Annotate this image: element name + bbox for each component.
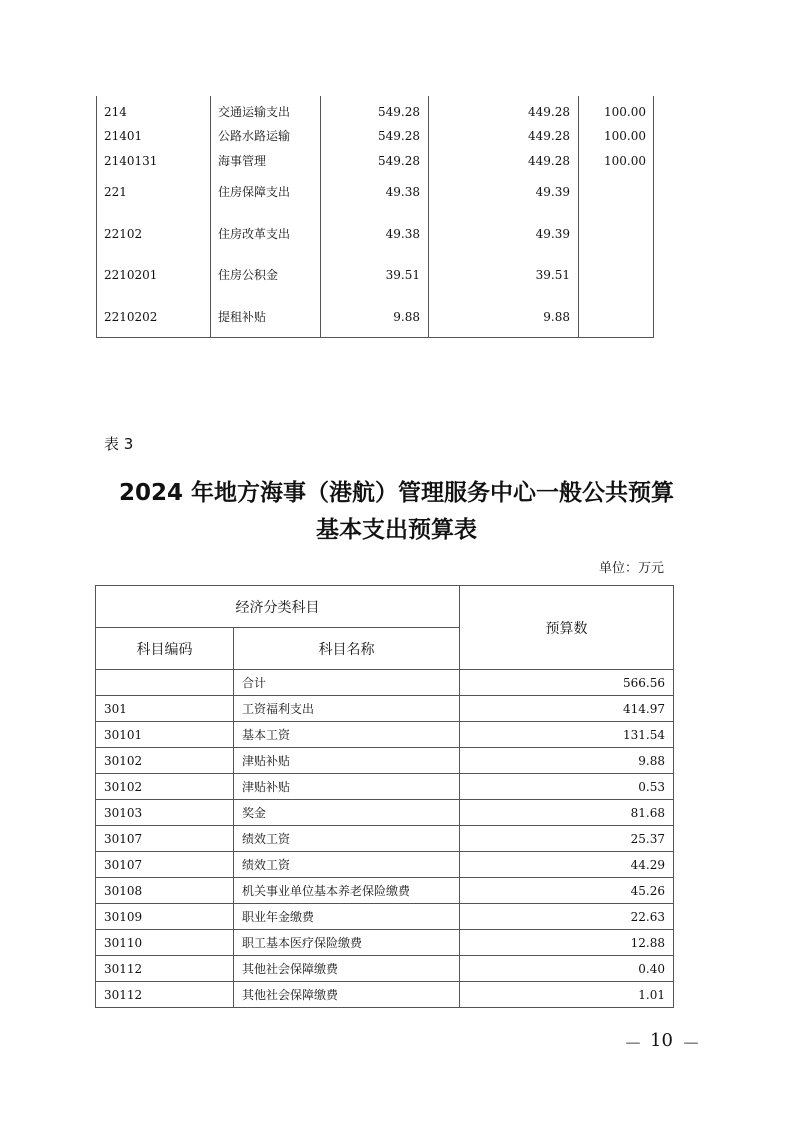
subject-name: 津贴补贴 xyxy=(234,774,460,800)
subject-name: 合计 xyxy=(234,670,460,696)
subject-name: 住房保障支出 xyxy=(218,185,291,199)
budget-amount: 0.53 xyxy=(460,774,674,800)
table-header-row xyxy=(96,586,674,628)
table-row xyxy=(96,150,654,172)
table-row xyxy=(96,800,674,826)
header-subject-name: 科目名称 xyxy=(234,628,460,670)
table-row xyxy=(96,748,674,774)
subject-name: 绩效工资 xyxy=(234,826,460,852)
table-row xyxy=(96,670,674,696)
subject-code: 30107 xyxy=(96,826,234,852)
subject-code: 2210202 xyxy=(104,310,158,324)
subject-code: 2210201 xyxy=(104,268,158,282)
header-subject-code: 科目编码 xyxy=(96,628,234,670)
table-row xyxy=(96,101,654,123)
value-total: 49.38 xyxy=(385,227,420,241)
table-row xyxy=(96,774,674,800)
budget-amount: 9.88 xyxy=(460,748,674,774)
value-basic: 449.28 xyxy=(528,129,570,143)
value-basic: 39.51 xyxy=(535,268,570,282)
table-label: 表 3 xyxy=(104,435,134,453)
subject-code: 2140131 xyxy=(104,154,158,168)
subject-name: 工资福利支出 xyxy=(234,696,460,722)
subject-name: 海事管理 xyxy=(218,154,267,168)
header-budget-amount: 预算数 xyxy=(460,586,674,670)
subject-name: 绩效工资 xyxy=(234,852,460,878)
subject-code: 30109 xyxy=(96,904,234,930)
subject-code xyxy=(96,670,234,696)
budget-amount: 0.40 xyxy=(460,956,674,982)
page-title: 2024 年地方海事（港航）管理服务中心一般公共预算 xyxy=(118,480,675,506)
budget-amount: 44.29 xyxy=(460,852,674,878)
subject-code: 30101 xyxy=(96,722,234,748)
table-row xyxy=(96,930,674,956)
value-basic: 449.28 xyxy=(528,105,570,119)
value-total: 39.51 xyxy=(385,268,420,282)
budget-amount: 25.37 xyxy=(460,826,674,852)
value-total: 549.28 xyxy=(378,129,420,143)
table-row xyxy=(96,125,654,147)
page-dash-right: － xyxy=(682,1034,700,1055)
table-row xyxy=(96,852,674,878)
subject-name: 奖金 xyxy=(234,800,460,826)
subject-code: 214 xyxy=(104,105,127,119)
value-total: 9.88 xyxy=(393,310,420,324)
subject-code: 30103 xyxy=(96,800,234,826)
subject-name: 职工基本医疗保险缴费 xyxy=(234,930,460,956)
header-economic-category: 经济分类科目 xyxy=(96,586,460,628)
subject-code: 30112 xyxy=(96,956,234,982)
table-row xyxy=(96,722,674,748)
table-bottom-border xyxy=(96,337,654,338)
value-project: 100.00 xyxy=(604,154,646,168)
table-row xyxy=(96,904,674,930)
subject-code: 30102 xyxy=(96,748,234,774)
value-basic: 49.39 xyxy=(535,185,570,199)
value-total: 549.28 xyxy=(378,154,420,168)
page-subtitle: 基本支出预算表 xyxy=(316,517,477,543)
subject-name: 公路水路运输 xyxy=(218,129,291,143)
table-row xyxy=(96,223,654,245)
budget-amount: 566.56 xyxy=(460,670,674,696)
budget-amount: 414.97 xyxy=(460,696,674,722)
subject-code: 30110 xyxy=(96,930,234,956)
value-total: 49.38 xyxy=(385,185,420,199)
subject-name: 其他社会保障缴费 xyxy=(234,982,460,1008)
table-row xyxy=(96,982,674,1008)
subject-code: 30107 xyxy=(96,852,234,878)
budget-amount: 12.88 xyxy=(460,930,674,956)
subject-code: 21401 xyxy=(104,129,143,143)
value-basic: 49.39 xyxy=(535,227,570,241)
subject-name: 职业年金缴费 xyxy=(234,904,460,930)
subject-name: 基本工资 xyxy=(234,722,460,748)
subject-code: 30112 xyxy=(96,982,234,1008)
subject-name: 津贴补贴 xyxy=(234,748,460,774)
table-row xyxy=(96,956,674,982)
subject-name: 住房改革支出 xyxy=(218,227,291,241)
table-row xyxy=(96,181,654,203)
subject-name: 住房公积金 xyxy=(218,268,279,282)
subject-code: 30108 xyxy=(96,878,234,904)
subject-code: 301 xyxy=(96,696,234,722)
subject-code: 22102 xyxy=(104,227,143,241)
subject-code: 30102 xyxy=(96,774,234,800)
budget-amount: 131.54 xyxy=(460,722,674,748)
value-basic: 449.28 xyxy=(528,154,570,168)
budget-amount: 1.01 xyxy=(460,982,674,1008)
budget-amount: 81.68 xyxy=(460,800,674,826)
subject-code: 221 xyxy=(104,185,127,199)
unit-label: 单位：万元 xyxy=(598,561,664,576)
value-total: 549.28 xyxy=(378,105,420,119)
subject-name: 机关事业单位基本养老保险缴费 xyxy=(234,878,460,904)
table-row xyxy=(96,306,654,328)
budget-amount: 22.63 xyxy=(460,904,674,930)
table-row xyxy=(96,264,654,286)
value-basic: 9.88 xyxy=(543,310,570,324)
page-number-value: 10 xyxy=(650,1030,673,1051)
subject-name: 交通运输支出 xyxy=(218,105,291,119)
basic-expenditure-table xyxy=(95,585,674,1008)
subject-name: 其他社会保障缴费 xyxy=(234,956,460,982)
subject-name: 提租补贴 xyxy=(218,310,267,324)
value-project: 100.00 xyxy=(604,129,646,143)
budget-amount: 45.26 xyxy=(460,878,674,904)
page-dash-left: － xyxy=(624,1034,642,1055)
table-row xyxy=(96,826,674,852)
value-project: 100.00 xyxy=(604,105,646,119)
table-row xyxy=(96,696,674,722)
budget-table-continued xyxy=(96,96,654,338)
table-row xyxy=(96,878,674,904)
